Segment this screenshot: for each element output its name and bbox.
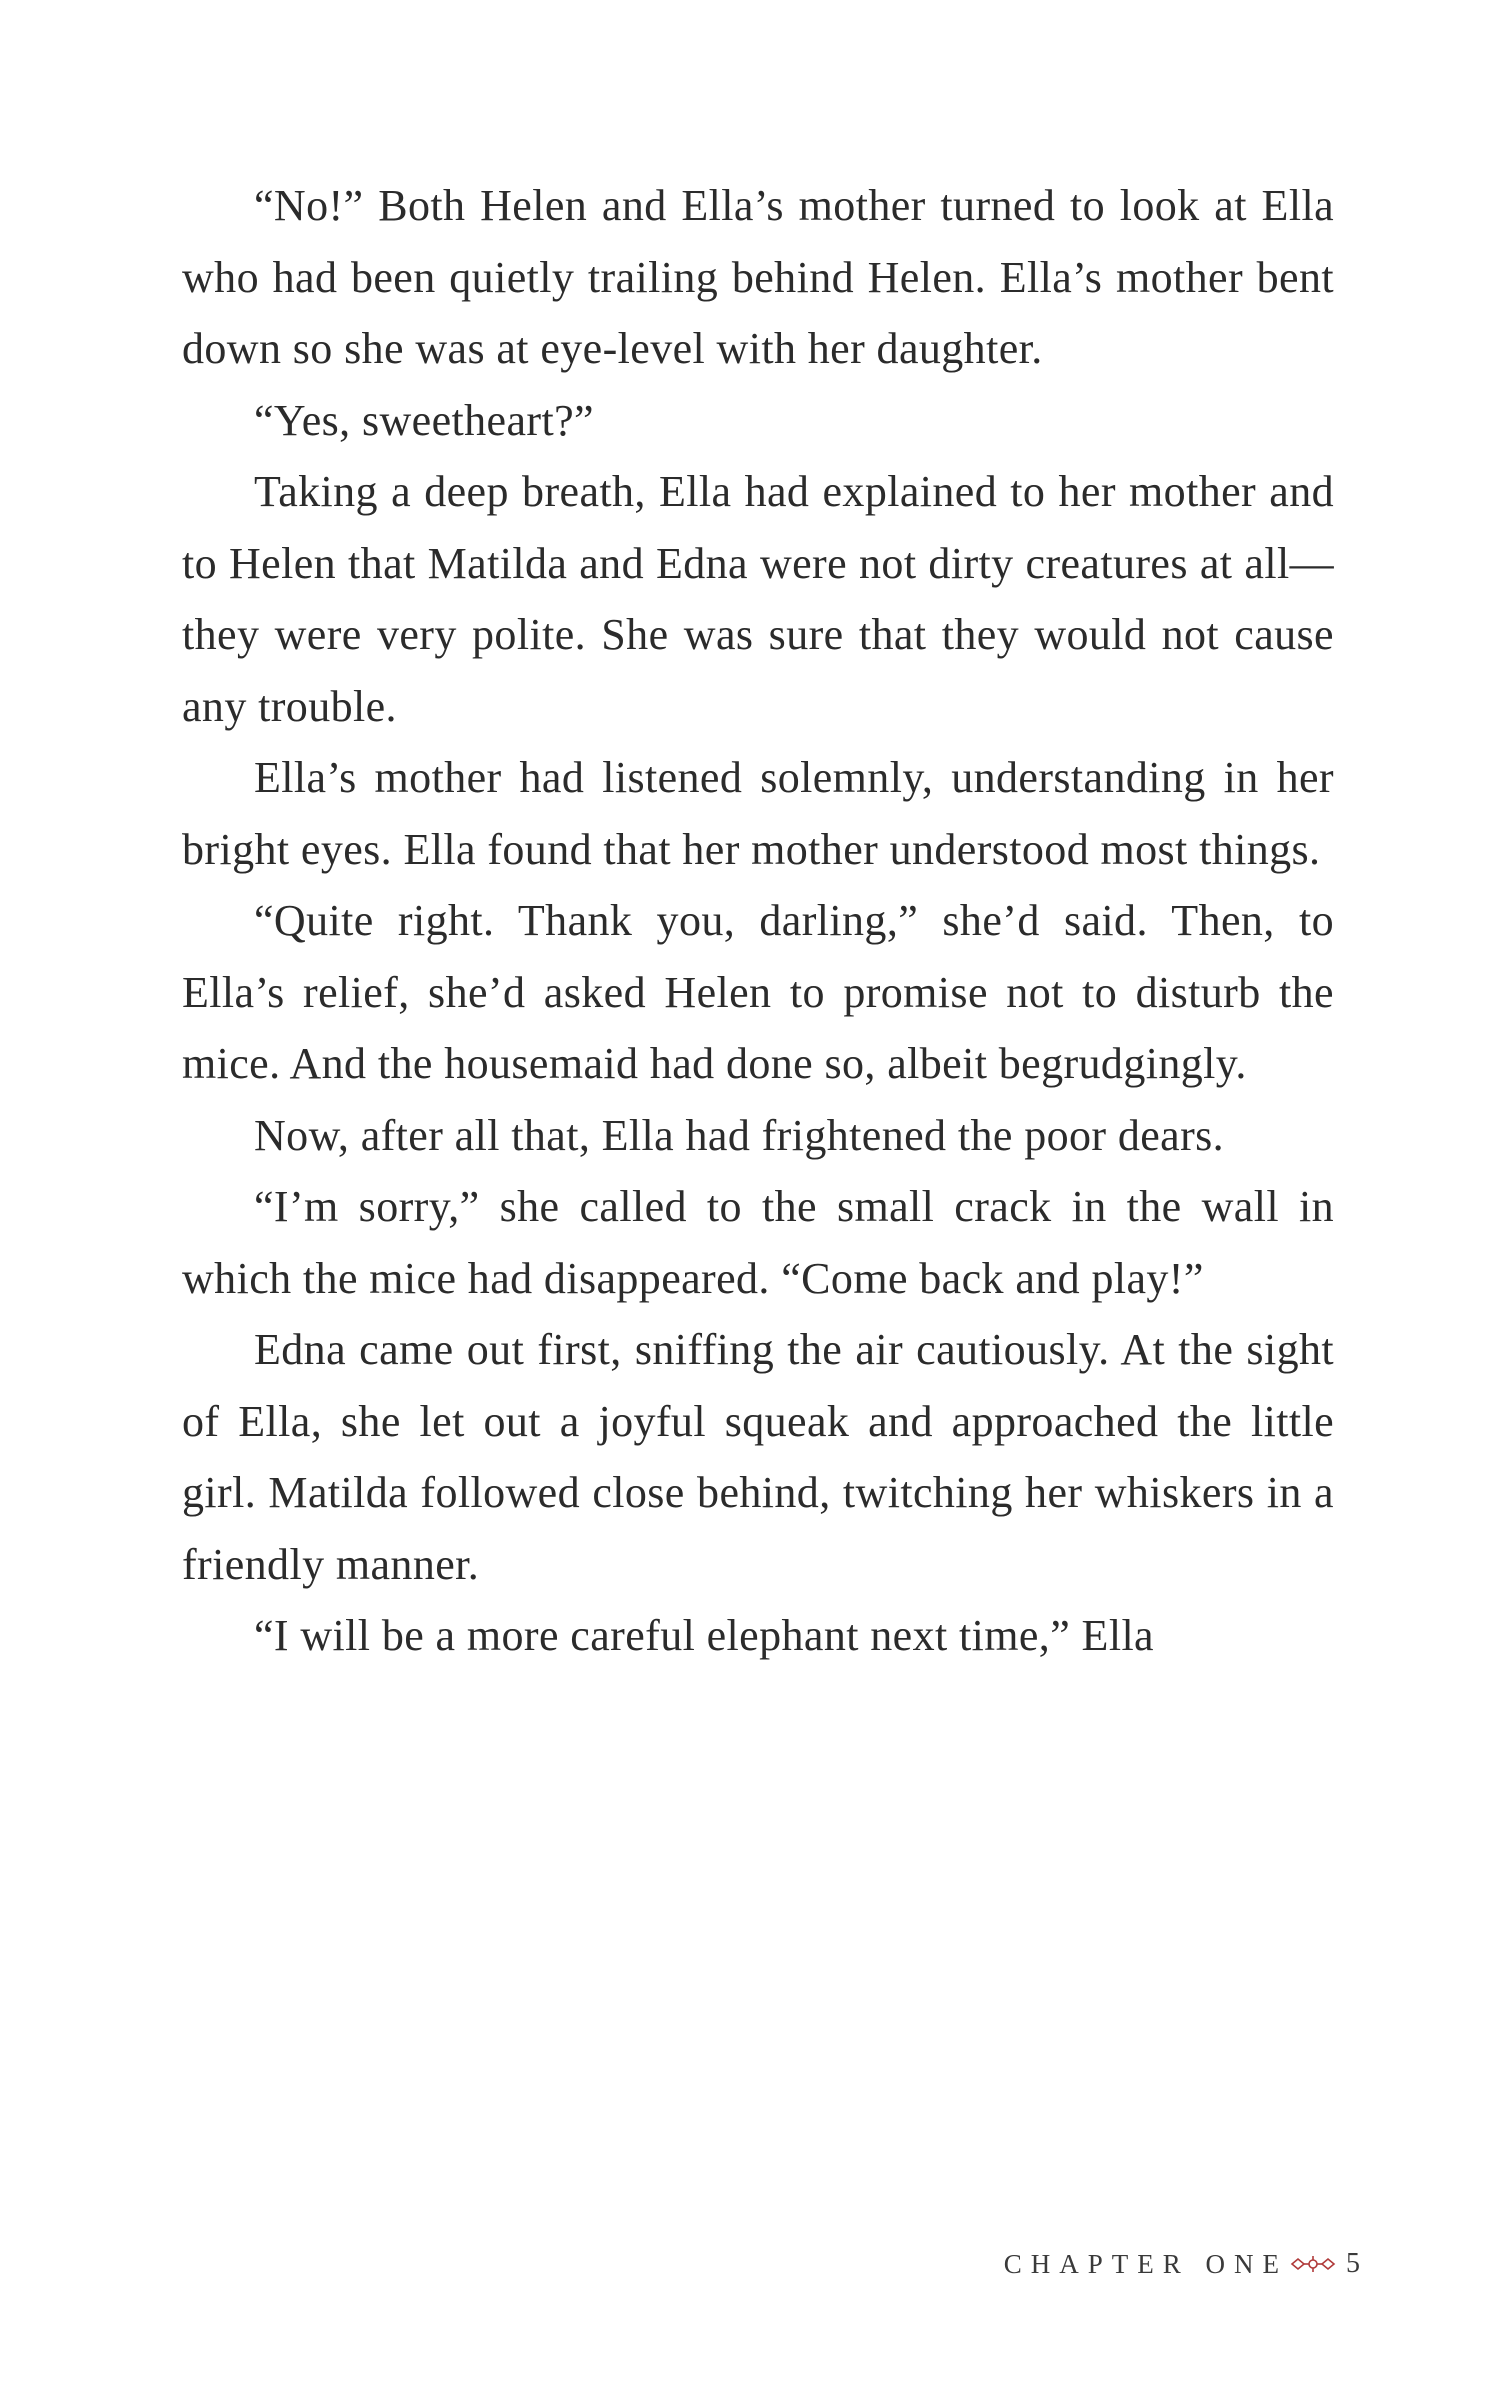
- paragraph-4: Ella’s mother had listened solemnly, understanding in her bright eyes. Ella found that her mother understood most things.: [182, 753, 1334, 874]
- paragraph-8: Edna came out first, sniffing the air cautiously. At the sight of Ella, she let out a joyful squeak and approached the little girl. Matilda followed close behind, twitching her whiskers in a friendly manner.: [182, 1325, 1334, 1589]
- running-head: CHAPTER ONE: [1003, 2248, 1288, 2279]
- paragraph-7: “I’m sorry,” she called to the small crack in the wall in which the mice had disappeared. “Come back and play!”: [182, 1182, 1334, 1303]
- paragraph-2: “Yes, sweetheart?”: [254, 395, 594, 445]
- body-text: [182, 170, 1334, 1672]
- paragraph-6: Now, after all that, Ella had frightened the poor dears.: [254, 1110, 1225, 1160]
- paragraph-3: Taking a deep breath, Ella had explained to her mother and to Helen that Matilda and Edna were not dirty creatures at all—they were very polite. She was sure that they would not cause any trouble.: [182, 467, 1334, 731]
- page-number: 5: [1346, 2248, 1360, 2279]
- floral-ornament-icon: [1290, 2254, 1336, 2274]
- page-footer: [900, 2248, 1360, 2280]
- paragraph-5: “Quite right. Thank you, darling,” she’d said. Then, to Ella’s relief, she’d asked Helen to promise not to disturb the mice. And the housemaid had done so, albeit begrudgingly.: [182, 896, 1334, 1088]
- paragraph-9: “I will be a more careful elephant next time,” Ella: [254, 1611, 1154, 1660]
- paragraph-1: “No!” Both Helen and Ella’s mother turned to look at Ella who had been quietly trailing behind Helen. Ella’s mother bent down so she was at eye-level with her daughter.: [182, 181, 1334, 373]
